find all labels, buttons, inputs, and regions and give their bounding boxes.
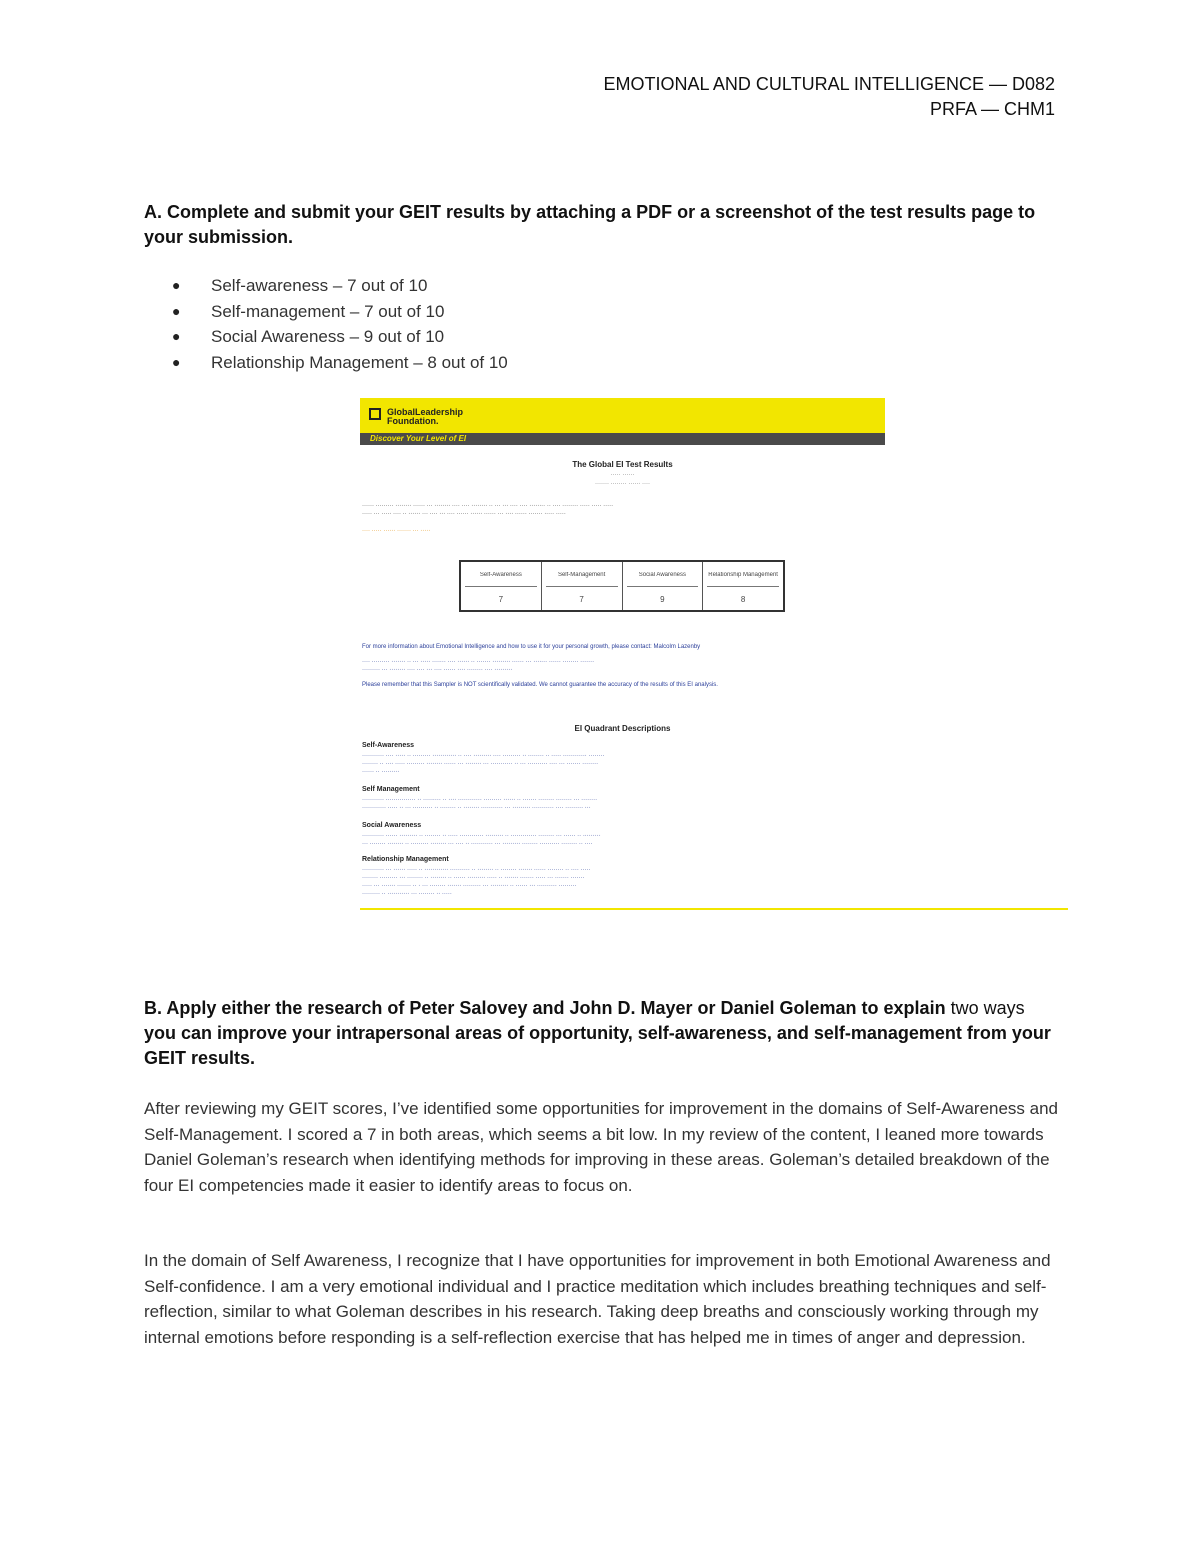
results-intro-text: ····· ··· ····· ···· ·· ······ ··· ···· ··· ···· ······ ······ ······ ··· ···· ······ ······· ····· ····· bbox=[362, 511, 566, 517]
score-list bbox=[168, 273, 508, 375]
results-meta: ····· ······ bbox=[610, 472, 635, 478]
info-text: ···· ········· ······· ·· ··· ····· ······· ···· ······ ·· ······· ········· ······ ··· ······· ······ ········ ······· bbox=[362, 659, 595, 665]
course-title: EMOTIONAL AND CULTURAL INTELLIGENCE — D082 bbox=[603, 74, 1055, 94]
quadrant-heading: EI Quadrant Descriptions bbox=[574, 724, 671, 733]
info-text: ········· ··· ········ ···· ···· ··· ···· ······ ···· ········ ···· ········· bbox=[362, 667, 513, 673]
score-table bbox=[459, 560, 785, 612]
tagline-bar bbox=[360, 433, 885, 445]
geit-results-screenshot bbox=[360, 398, 1068, 910]
quadrant-description: ········ ·· ···· ····· ········· ········ ······ ··· ········ ··· ··········· ·· ··· ·········· ···· ··· ······· ········ bbox=[362, 761, 599, 767]
quadrant-name: Self-Awareness bbox=[362, 742, 415, 749]
page-header bbox=[604, 72, 1055, 122]
results-intro-text: ······ ········· ········ ······ ··· ········ ···· ···· ········ ·· ··· ··· ···· ···· ········ ·· ···· ········ ····· ····· ····· bbox=[362, 503, 614, 509]
table-cell: Relationship Management 8 bbox=[708, 572, 778, 604]
list-item: ● Self-management – 7 out of 10 bbox=[168, 299, 508, 325]
quadrant-name: Social Awareness bbox=[362, 822, 422, 829]
body-paragraph: In the domain of Self Awareness, I recognize that I have opportunities for improvement in both Emotional Awareness and Self-confidence. I am a very emotional individual and I practice meditation which includes breathing techniques and self-reflection, similar to what Goleman describes in his research. Taking deep breaths and consciously working through my internal emotions before responding is a self-reflection exercise that has helped me in times of anger and depression. bbox=[144, 1251, 1051, 1347]
tagline: Discover Your Level of EI bbox=[370, 434, 467, 443]
bullet-icon: ● bbox=[172, 302, 181, 319]
results-link: ···· ····· ······ ······· ··· ····· bbox=[362, 528, 431, 534]
list-item: ● Self-awareness – 7 out of 10 bbox=[168, 273, 508, 299]
quadrant-description: ······ ·· ········· bbox=[362, 769, 400, 775]
quadrant-description: ········ ········· ··· ········ ·· ········ ·· ······ ········· ····· ·· ······· ······· ····· ··· ······· ······· bbox=[362, 875, 585, 881]
section-b-heading: B. Apply either the research of Peter Salovey and John D. Mayer or Daniel Goleman to explain two ways you can improve your intrapersonal areas of opportunity, self-awareness, and self-management from your GEIT results. bbox=[144, 998, 1051, 1068]
results-title: The Global EI Test Results bbox=[572, 460, 673, 469]
list-item: ● Social Awareness – 9 out of 10 bbox=[168, 324, 508, 350]
logo-icon bbox=[369, 408, 381, 420]
bullet-icon: ● bbox=[172, 353, 181, 370]
results-meta: ······· ········ ······ ···· bbox=[595, 481, 650, 487]
bullet-icon: ● bbox=[172, 328, 181, 344]
quadrant-description: ··········· ······ ········· ·· ········ ·· ····· ············ ········· ·· ············· ········ ··· ······ ·· ········· bbox=[362, 833, 601, 839]
contact-text: For more information about Emotional Intelligence and how to use it for your personal growth, please contact: Malcolm Lazenby bbox=[362, 644, 701, 650]
quadrant-description: ··········· ···· ····· ·· ········· ············ ·· ···· ········· ···· ········· ·· ········ ·· ····· ············ ········ bbox=[362, 753, 605, 759]
quadrant-description: ··· ········ ········ ·· ········· ········ ··· ···· ·· ··········· ··· ········· ········ ·········· ········ ·· ···· bbox=[362, 841, 593, 847]
quadrant-description: ········· ·· ··········· ··· ········ ·· ····· bbox=[362, 891, 452, 897]
body-paragraph: After reviewing my GEIT scores, I’ve identified some opportunities for improvement in the domains of Self-Awareness and Self-Management. I scored a 7 in both areas, which seems a bit low. In my review of the content, I leaned more towards Daniel Goleman’s research when identifying methods for improving in these areas. Goleman’s detailed breakdown of the four EI competencies made it easier to identify areas to focus on. bbox=[144, 1099, 1059, 1195]
divider bbox=[360, 908, 1068, 910]
quadrant-description: ··········· ··············· ·· ········· ·· ···· ············ ········· ······ ·· ······· ········ ········ ··· ········ bbox=[362, 797, 598, 803]
table-cell: Self-Management 7 bbox=[542, 562, 623, 610]
quadrant-name: Self Management bbox=[362, 786, 420, 793]
quadrant-description: ····· ··· ······· ······· ·· · ··· ········ ······· ········· ··· ········· ·· ······ ··· ·········· ········· bbox=[362, 883, 577, 889]
section-a-heading: A. Complete and submit your GEIT results by attaching a PDF or a screenshot of the test results page to your submission. bbox=[144, 202, 1036, 247]
brand-name: GlobalLeadership Foundation. bbox=[387, 407, 464, 426]
quadrant-description: ············ ····· ·· ··· ·········· ·· ········ ·· ········ ··········· ··· ········· ··········· ···· ········· ··· bbox=[362, 805, 591, 811]
quadrant-name: Relationship Management bbox=[362, 856, 449, 863]
table-cell: Self-Awareness 7 bbox=[461, 562, 542, 610]
quadrant-description: ··········· ··· ······ ····· ·· ············ ·········· ·· ········ ·· ········ ······· ······ ········ ·· ···· ····· bbox=[362, 867, 591, 873]
table-cell: Social Awareness 9 bbox=[623, 562, 704, 610]
task-code: PRFA — CHM1 bbox=[929, 99, 1055, 119]
disclaimer-text: Please remember that this Sampler is NOT scientifically validated. We cannot guarantee the accuracy of the results of this EI analysis. bbox=[362, 682, 718, 688]
brand-banner bbox=[360, 398, 885, 433]
list-item: ● Relationship Management – 8 out of 10 bbox=[168, 350, 508, 376]
bullet-icon: ● bbox=[172, 277, 181, 293]
